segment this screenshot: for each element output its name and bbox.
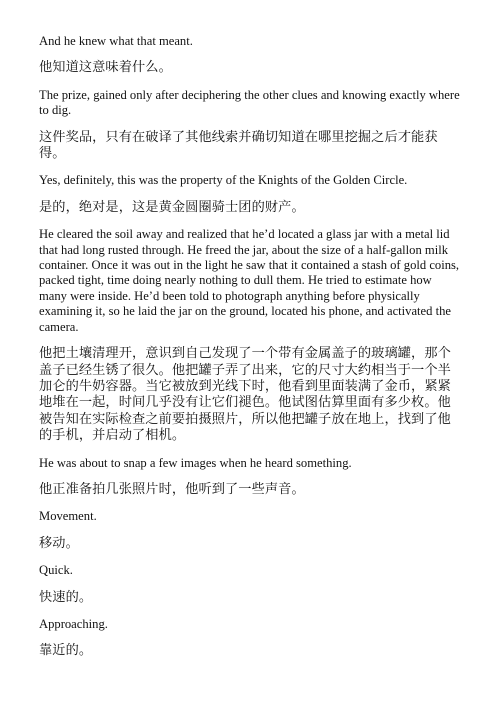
paragraph-zh: 他知道这意味着什么。: [39, 60, 172, 76]
paragraph-zh: 靠近的。: [39, 643, 93, 659]
paragraph-zh: 移动。: [39, 535, 79, 551]
paragraph-en: And he knew what that meant.: [39, 34, 193, 48]
paragraph-zh: 是的，绝对是，这是黄金圆圈骑士团的财产。: [39, 199, 305, 215]
paragraph-en: Quick.: [39, 563, 73, 578]
paragraph-zh: 这件奖品，只有在破译了其他线索并确切知道在哪里挖掘之后才能获得。: [39, 129, 438, 162]
paragraph-zh: 他正准备拍几张照片时，他听到了一些声音。: [39, 481, 305, 497]
paragraph-en: He cleared the soil away and realized that he’d located a glass jar with a metal lid that had long rusted through. He freed the jar, about the size of a half-gallon milk container. Once it was out in the light he saw that it contained a stash of gold coins, packed tight, time doing nearly nothing to dull them. He tried to estimate how many were inside. He’d been told to photograph anything before physically examining it, so he laid the jar on the ground, located his phone, and activated the camera.: [39, 227, 460, 334]
paragraph-en: Movement.: [39, 509, 97, 524]
paragraph-en: Yes, definitely, this was the property of the Knights of the Golden Circle.: [39, 173, 408, 188]
paragraph-zh: 快速的。: [39, 589, 93, 605]
document-page: [39, 34, 461, 671]
paragraph-en: Approaching.: [39, 616, 108, 631]
paragraph-en: The prize, gained only after deciphering the other clues and knowing exactly where to dig.: [39, 87, 460, 118]
paragraph-en: He was about to snap a few images when he heard something.: [39, 455, 352, 470]
paragraph-zh: 他把土壤清理开，意识到自己发现了一个带有金属盖子的玻璃罐，那个盖子已经生锈了很久。他把罐子弄了出来，它的尺寸大约相当于一个半加仑的牛奶容器。当它被放到光线下时，他看到里面装满了金币，紧紧地堆在一起，时间几乎没有让它们褪色。他试图估算里面有多少枚。他被告知在实际检查之前要拍摄照片，所以他把罐子放在地上，找到了他的手机，并启动了相机。: [39, 346, 451, 444]
